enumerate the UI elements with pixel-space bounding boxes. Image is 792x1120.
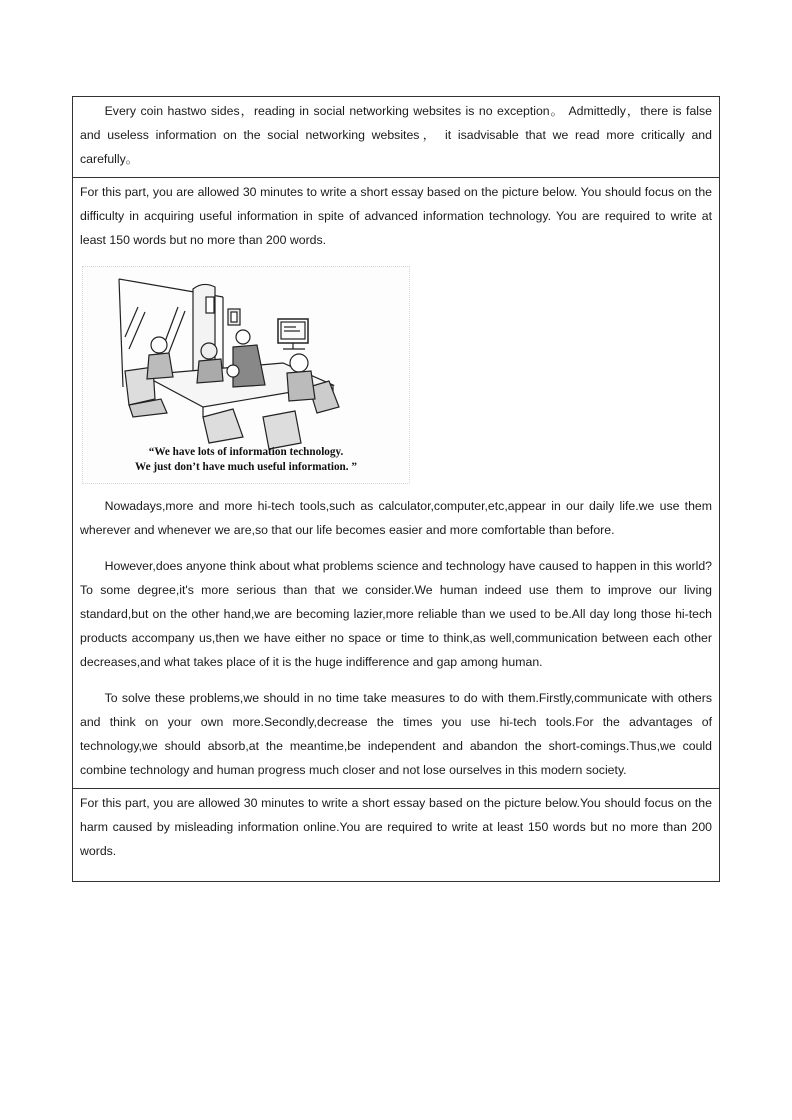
intro-paragraph: Every coin hastwo sides，reading in social networking websites is no exception。 Admittedly，there is false and useless information on the social networking websites， it isadvisable that we read more critically and carefully。 bbox=[80, 104, 712, 166]
second-essay-prompt: For this part, you are allowed 30 minutes to write a short essay based on the picture below.You should focus on the harm caused by misleading information online.You are required to write at least 150 words but no more than 200 words. bbox=[80, 796, 712, 858]
essay-paragraph-1: Nowadays,more and more hi-tech tools,such as calculator,computer,etc,appear in our daily life.we use them wherever and whenever we are,so that our life becomes easier and more comfortable than before. bbox=[80, 499, 712, 537]
intro-cell bbox=[73, 97, 719, 178]
cartoon-caption-line-1: “We have lots of information technology. bbox=[148, 446, 344, 458]
prompt-cell bbox=[73, 789, 719, 881]
essay-paragraph-3: To solve these problems,we should in no time take measures to do with them.Firstly,communicate with others and think on your own more.Secondly,decrease the times you use hi-tech tools.For the advantages of technology,we should absorb,at the meantime,be independent and abandon the short-comings.Thus,we could combine technology and human progress much closer and not lose ourselves in this modern society. bbox=[80, 691, 712, 777]
cartoon-image bbox=[82, 266, 410, 484]
essay-paragraph-2: However,does anyone think about what problems science and technology have caused to happen in this world?To some degree,it's more serious than that we consider.We human indeed use them to improve our living standard,but on the other hand,we are becoming lazier,more reliable than we used to be.All day long those hi-tech products accompany us,then we have either no space or time to think,as well,communication between each other decreases,and what takes place of it is the huge indifference and gap among human. bbox=[80, 559, 712, 669]
cartoon-caption-line-2: We just don’t have much useful information. ” bbox=[135, 461, 357, 473]
essay-cell bbox=[73, 178, 719, 789]
cartoon-caption bbox=[83, 445, 409, 475]
essay-table bbox=[72, 96, 720, 882]
essay-prompt: For this part, you are allowed 30 minutes to write a short essay based on the picture below. You should focus on the difficulty in acquiring useful information in spite of advanced information technology. You are required to write at least 150 words but no more than 200 words. bbox=[80, 185, 712, 247]
